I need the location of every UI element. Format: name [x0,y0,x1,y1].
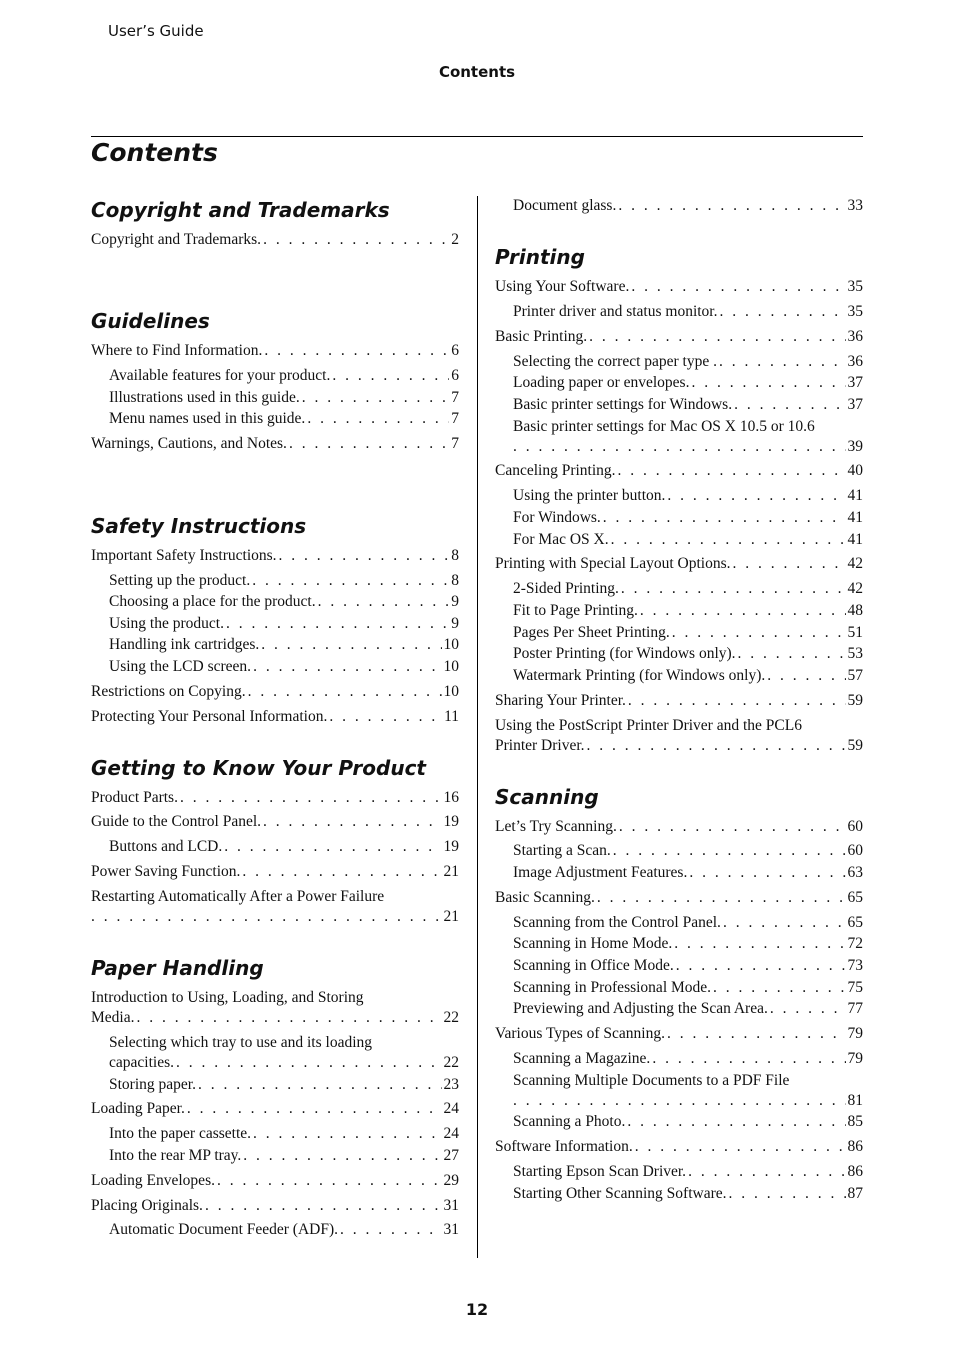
toc-entry[interactable]: Basic Scanning. . . . 65 [495,888,863,908]
toc-subentry[interactable]: Scanning a Photo. . . . 85 [513,1112,863,1132]
toc-entry[interactable]: Placing Originals. . . . 31 [91,1196,459,1216]
toc-subentry[interactable]: For Mac OS X. . . . 41 [513,530,863,550]
section-title-safety: Safety Instructions [91,514,307,538]
toc-subentry[interactable]: Image Adjustment Features. . . . 63 [513,863,863,883]
toc-subentry[interactable]: Starting Epson Scan Driver. . . . 86 [513,1162,863,1182]
toc-entry[interactable]: Important Safety Instructions. . . . 8 [91,546,459,566]
toc-entry[interactable]: Copyright and Trademarks. . . . 2 [91,230,459,250]
toc-entry[interactable]: Product Parts. . . . 16 [91,788,459,808]
toc-entry[interactable]: Guide to the Control Panel. . . . 19 [91,812,459,832]
toc-entry[interactable]: Software Information. . . . 86 [495,1137,863,1157]
page-number: 12 [465,1300,489,1319]
toc-entry[interactable]: Where to Find Information. . . . 6 [91,341,459,361]
toc-entry[interactable]: Protecting Your Personal Information. . . . 11 [91,707,459,727]
toc-subentry[interactable]: Starting Other Scanning Software. . . . 87 [513,1184,863,1204]
toc-subentry[interactable]: Available features for your product. . . . 6 [109,366,459,386]
section-title-printing: Printing [495,245,585,269]
column-divider [477,196,478,1258]
toc-entry[interactable]: Media. . . . 22 [91,1008,459,1028]
toc-entry[interactable]: Various Types of Scanning. . . . 79 [495,1024,863,1044]
toc-subentry[interactable]: Previewing and Adjusting the Scan Area. . . . 77 [513,999,863,1019]
toc-subentry[interactable]: Fit to Page Printing. . . . 48 [513,601,863,621]
toc-subentry[interactable]: . . . 81 [513,1091,863,1111]
toc-subentry[interactable]: Using the product. . . . 9 [109,614,459,634]
toc-subentry[interactable]: Selecting the correct paper type . . . . 36 [513,352,863,372]
toc-subentry[interactable]: Handling ink cartridges. . . . 10 [109,635,459,655]
toc-subentry[interactable]: Using the LCD screen. . . . 10 [109,657,459,677]
toc-subentry[interactable]: Using the printer button. . . . 41 [513,486,863,506]
running-header-section: Contents [438,63,516,81]
toc-entry-line1[interactable]: Introduction to Using, Loading, and Storing [91,989,364,1006]
page-title: Contents [91,138,218,167]
toc-entry[interactable]: Printing with Special Layout Options. . . . 42 [495,554,863,574]
toc-subentry[interactable]: For Windows. . . . 41 [513,508,863,528]
toc-entry[interactable]: Printer Driver. . . . 59 [495,736,863,756]
section-title-guidelines: Guidelines [91,309,210,333]
toc-subentry[interactable]: Setting up the product. . . . 8 [109,571,459,591]
toc-subentry[interactable]: capacities. . . . 22 [109,1053,459,1073]
toc-subentry[interactable]: Basic printer settings for Windows. . . . 37 [513,395,863,415]
toc-subentry[interactable]: Scanning in Professional Mode. . . . 75 [513,978,863,998]
toc-subentry[interactable]: Loading paper or envelopes. . . . 37 [513,373,863,393]
toc-subentry[interactable]: Choosing a place for the product. . . . 9 [109,592,459,612]
toc-subentry[interactable]: Scanning from the Control Panel. . . . 65 [513,913,863,933]
toc-entry[interactable]: . . . 21 [91,907,459,927]
toc-subentry[interactable]: Printer driver and status monitor. . . . 35 [513,302,863,322]
section-title-know-product: Getting to Know Your Product [91,756,426,780]
section-title-copyright: Copyright and Trademarks [91,198,390,222]
toc-subentry-line1[interactable]: Scanning Multiple Documents to a PDF File [513,1072,790,1089]
toc-entry[interactable]: Loading Paper. . . . 24 [91,1099,459,1119]
toc-subentry[interactable]: Illustrations used in this guide. . . . 7 [109,388,459,408]
toc-subentry[interactable]: Scanning in Home Mode. . . . 72 [513,934,863,954]
toc-entry-line1[interactable]: Restarting Automatically After a Power Failure [91,888,385,905]
toc-subentry-line1[interactable]: Basic printer settings for Mac OS X 10.5 or 10.6 [513,418,815,435]
left-column [91,0,459,1350]
toc-subentry[interactable]: Starting a Scan. . . . 60 [513,841,863,861]
toc-entry[interactable]: Basic Printing. . . . 36 [495,327,863,347]
toc-subentry-line1[interactable]: Selecting which tray to use and its loading [109,1034,373,1051]
toc-subentry[interactable]: Pages Per Sheet Printing. . . . 51 [513,623,863,643]
toc-entry[interactable]: Using Your Software. . . . 35 [495,277,863,297]
toc-entry[interactable]: Loading Envelopes. . . . 29 [91,1171,459,1191]
toc-subentry[interactable]: Automatic Document Feeder (ADF). . . . 31 [109,1220,459,1240]
toc-entry-line1[interactable]: Using the PostScript Printer Driver and the PCL6 [495,717,802,734]
toc-entry[interactable]: Sharing Your Printer. . . . 59 [495,691,863,711]
toc-entry[interactable]: Canceling Printing. . . . 40 [495,461,863,481]
toc-entry[interactable]: Power Saving Function. . . . 21 [91,862,459,882]
toc-subentry[interactable]: Into the paper cassette. . . . 24 [109,1124,459,1144]
toc-subentry[interactable]: Scanning a Magazine. . . . 79 [513,1049,863,1069]
section-title-scanning: Scanning [495,785,599,809]
toc-subentry[interactable]: Into the rear MP tray. . . . 27 [109,1146,459,1166]
toc-entry[interactable]: Let’s Try Scanning. . . . 60 [495,817,863,837]
section-title-paper: Paper Handling [91,956,264,980]
toc-subentry[interactable]: Buttons and LCD. . . . 19 [109,837,459,857]
toc-subentry[interactable]: Document glass. . . . 33 [513,196,863,216]
toc-entry[interactable]: Warnings, Cautions, and Notes. . . . 7 [91,434,459,454]
toc-subentry[interactable]: Watermark Printing (for Windows only). . . . 57 [513,666,863,686]
toc-subentry[interactable]: 2-Sided Printing. . . . 42 [513,579,863,599]
running-header-guide: User’s Guide [108,22,204,40]
toc-subentry[interactable]: Menu names used in this guide. . . . 7 [109,409,459,429]
toc-subentry[interactable]: . . . 39 [513,437,863,457]
toc-subentry[interactable]: Poster Printing (for Windows only). . . . 53 [513,644,863,664]
right-column [495,0,863,1350]
toc-entry[interactable]: Restrictions on Copying. . . . 10 [91,682,459,702]
toc-subentry[interactable]: Scanning in Office Mode. . . . 73 [513,956,863,976]
toc-subentry[interactable]: Storing paper. . . . 23 [109,1075,459,1095]
